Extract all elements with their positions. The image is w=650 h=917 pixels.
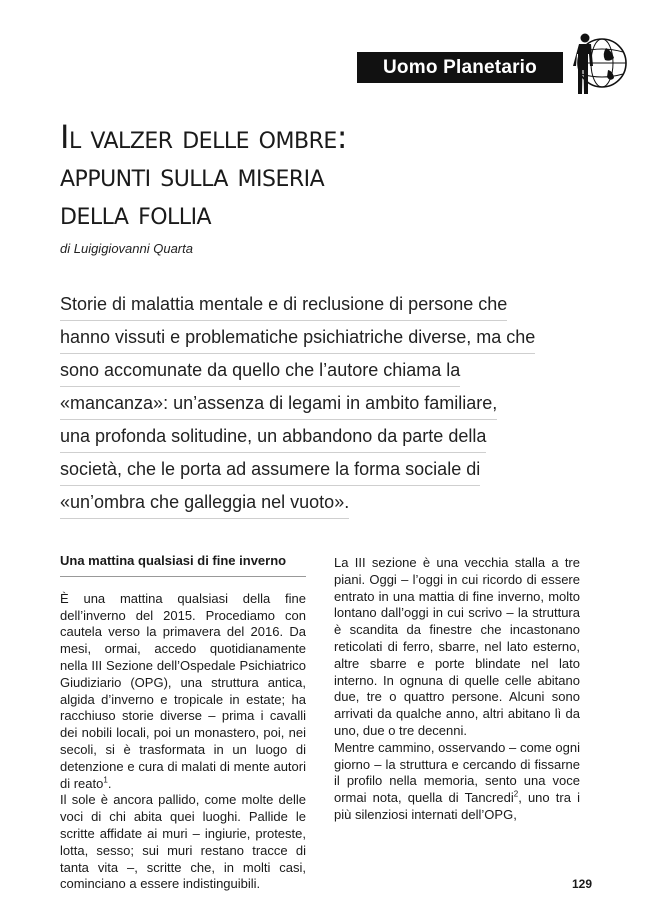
page-number: 129 [572, 877, 593, 891]
section-tag: Uomo Planetario [357, 52, 563, 83]
abstract [60, 292, 536, 523]
abstract-text: sono accomunate da quello che l’autore chiama la [60, 358, 460, 387]
footnote-ref[interactable]: 2 [513, 789, 519, 799]
body-paragraph [334, 555, 580, 740]
article-title [60, 118, 620, 232]
abstract-line [60, 424, 530, 457]
body-paragraph [60, 792, 306, 893]
body-column-right [334, 555, 580, 824]
abstract-text: una profonda solitudine, un abbandono da parte della [60, 424, 486, 453]
abstract-text: società, che le porta ad assumere la forma sociale di [60, 457, 480, 486]
body-paragraph: È una mattina qualsiasi della fine dell’inverno del 2015. Procediamo con cautela verso la primavera del 2016. Da mesi, ormai, accedo quotidianamente nella III Sezione dell’Ospedale Psichiatrico Giudiziario (OPG), una struttura antica, algida d’inverno e tropicale in estate; ha racchiuso storie diverse – prima i cavalli dei nobili locali, poi un monastero, poi, nei secoli, si è trasformata in un luogo di detenzione e cura di malati di mente autori di reato$^1$. [60, 590, 306, 791]
title-line: della follia [60, 194, 212, 232]
section-subheading: Una mattina qualsiasi di fine inverno [60, 553, 306, 577]
title-line: appunti sulla miseria [60, 156, 325, 194]
footnote-ref[interactable]: 1 [103, 775, 108, 785]
abstract-text: «un’ombra che galleggia nel vuoto». [60, 490, 349, 519]
body-column-left [60, 553, 306, 893]
abstract-text: «mancanza»: un’assenza di legami in ambito familiare, [60, 391, 497, 420]
byline: di Luigigiovanni Quarta [60, 241, 193, 256]
paragraph-text: , uno tra i più silenziosi internati dell’OPG, [334, 790, 580, 822]
body-paragraph [334, 740, 580, 824]
abstract-line [60, 391, 530, 424]
abstract-line [60, 490, 530, 523]
abstract-line [60, 325, 536, 358]
paragraph-text: Mentre cammino, osservando – come ogni giorno – la struttura e cercando di fissarne il profilo nella memoria, sento una voce ormai nota, quella di Tancredi [334, 739, 580, 806]
paragraph-text: Il sole è ancora pallido, come molte delle voci di chi abita quei luoghi. Pallide le scritte affidate ai muri – ingiurie, proteste, lotta, sesso; sui muri restano tracce di tanta vita –, scritte che, in molti casi, cominciano a essere indistinguibili. [60, 792, 306, 892]
globe-man-icon [568, 32, 628, 98]
title-line: Il valzer delle ombre: [60, 118, 348, 156]
abstract-text: hanno vissuti e problematiche psichiatriche diverse, ma che [60, 325, 535, 354]
paragraph-text: La III sezione è una vecchia stalla a tre piani. Oggi – l’oggi in cui ricordo di essere entrato in una mattia di fine inverno, molto lontano dall’oggi in cui scrivo – la struttura è scandita da finestre che incastonano reticolati di ferro, sbarre, nel lato esterno, altre sbarre e porte blindate nel lato interno. In ognuna di quelle celle abitano due, tre o quattro persone. Alcuni sono arrivati da qualche anno, altri abitano lì da uno, due o tre decenni. [334, 555, 580, 738]
abstract-line [60, 358, 530, 391]
abstract-line [60, 457, 530, 490]
abstract-line [60, 292, 530, 325]
paragraph-text: È una mattina qualsiasi della fine dell’inverno del 2015. Procediamo con cautela verso la primavera del 2016. Da mesi, ormai, accedo quotidianamente nella III Sezione dell’Ospedale Psichiatrico Giudiziario (OPG), una struttura antica, algida d’inverno e tropicale in estate; ha racchiuso storie diverse – prima i cavalli dei nobili locali, poi un monastero, poi, nei secoli, si è trasformata in un luogo di detenzione e cura di malati di mente autori di reato [60, 590, 306, 791]
abstract-text: Storie di malattia mentale e di reclusione di persone che [60, 292, 507, 321]
